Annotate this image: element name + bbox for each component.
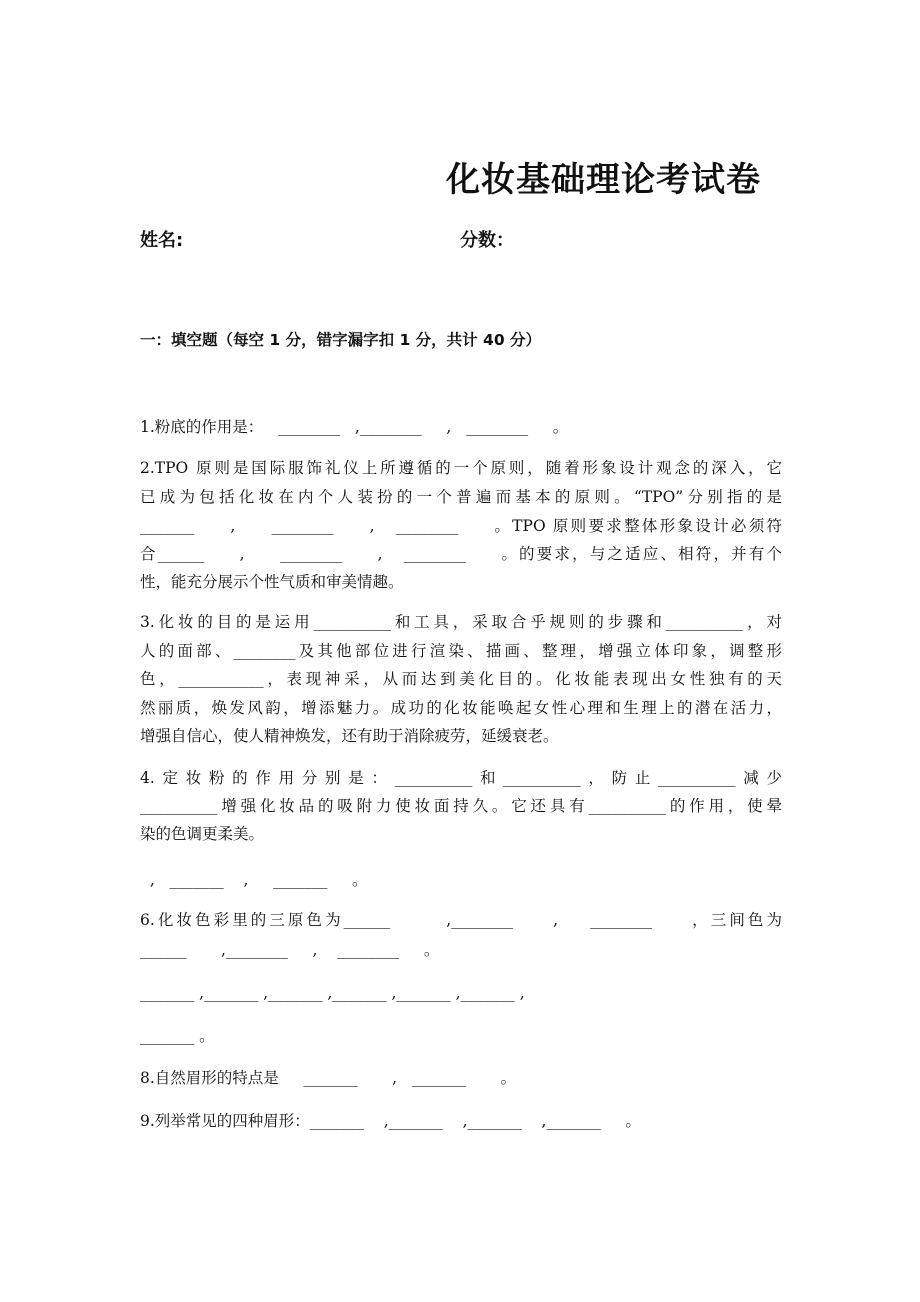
question-3-line: 然丽质，焕发风韵，增添魅力。成功的化妆能唤起女性心理和生理上的潜在活力， [140,699,782,717]
question-2-line: 2.TPO 原则是国际服饰礼仪上所遵循的一个原则，随着形象设计观念的深入，它 [140,459,782,477]
name-label: 姓名: [140,230,184,251]
score-label: 分数： [460,230,514,251]
question-3-line: 3.化妆的目的是运用__________和工具，采取合乎规则的步骤和__________，对 [140,613,782,631]
question-2-line: _______ , ________ , ________ 。TPO 原则要求整体形象设计必须符 [140,517,782,535]
question-4-line: 染的色调更柔美。 [140,825,265,843]
question-2-line: 合______ , ________ , ________ 。的要求，与之适应、相符，并有个 [140,545,782,563]
question-3-line: 增强自信心，使人精神焕发，还有助于消除疲劳，延缓衰老。 [140,727,559,745]
question-3-line: 人的面部、________及其他部位进行渲染、描画、整理，增强立体印象，调整形 [140,642,782,660]
question-4-line: __________增强化妆品的吸附力使妆面持久。它还具有__________的作用，使晕 [140,797,782,815]
question-6-line: 6.化妆色彩里的三原色为______ ,________ , ________ ，三间色为 [140,911,782,929]
question-4-line: 4.定妆粉的作用分别是：__________和__________，防止__________减少 [140,769,782,787]
question-5-fragment: , _______ , _______ 。 [140,871,368,889]
question-2-line: 已成为包括化妆在内个人装扮的一个普遍而基本的原则。“TPO”分别指的是 [140,488,782,506]
question-3-line: 色，___________，表现神采，从而达到美化目的。化妆能表现出女性独有的天 [140,670,782,688]
question-6-line: ______ ,________ , ________ 。 [140,941,440,959]
question-1: 1.粉底的作用是： ________ ,________ , ________ 。 [140,418,569,436]
question-8: 8.自然眉形的特点是 _______ , _______ 。 [140,1069,517,1087]
question-2-line: 性，能充分展示个性气质和审美情趣。 [140,573,404,591]
section-heading: 一：填空题（每空 1 分，错字漏字扣 1 分，共计 40 分） [140,331,542,349]
question-9: 9.列举常见的四种眉形：_______ ,_______ ,_______ ,_______ 。 [140,1112,641,1130]
question-7-line: _______ 。 [140,1027,215,1045]
exam-title: 化妆基础理论考试卷 [446,160,761,200]
question-7-line: _______ ,_______ ,_______ ,_______ ,_______ ,_______ , [140,984,525,1002]
